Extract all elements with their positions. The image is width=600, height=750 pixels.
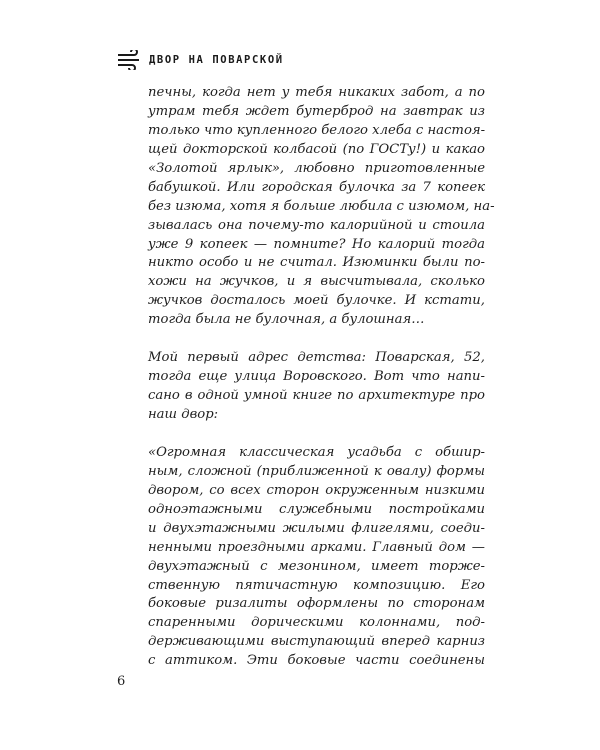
running-head [117,50,284,70]
page-number: 6 [117,674,126,689]
paragraph [148,349,485,425]
text-line: с аттиком. Эти боковые части соединены [148,653,485,669]
text-line: утрам тебя ждет бутерброд на завтрак из [148,103,485,119]
text-line: и двухэтажными жилыми флигелями, соеди- [148,520,485,536]
text-line: без изюма, хотя я больше любила с изюмом, на- [148,198,495,214]
text-line: хожи на жучков, и я высчитывала, сколько [148,274,485,290]
text-line: боковые ризалиты оформлены по сторонам [148,596,485,612]
paragraph-gap [148,425,485,444]
text-line: зывалась она почему-то калорийной и стоила [148,217,485,233]
text-line: двухэтажный с мезонином, имеет торже- [148,558,485,574]
text-line: одноэтажными служебными постройками [148,501,485,517]
paragraph [148,444,485,671]
text-line: ненными проездными арками. Главный дом — [148,539,485,555]
text-line: спаренными дорическими колоннами, под- [148,615,485,631]
text-line: тогда была не булочная, а булошная… [148,312,425,328]
text-line: сано в одной умной книге по архитектуре про [148,388,485,404]
text-line: «Огромная классическая усадьба с обшир- [148,444,485,460]
text-line: печны, когда нет у тебя никаких забот, а по [148,85,485,100]
text-line: никто особо и не считал. Изюминки были по- [148,255,485,271]
text-line: бабушкой. Или городская булочка за 7 копеек [148,179,485,195]
text-line: держивающими выступающий вперед карниз [148,634,485,650]
paragraph-gap [148,330,485,349]
text-line: тогда еще улица Воровского. Вот что напи- [148,369,485,385]
text-line: только что купленного белого хлеба с настоя- [148,122,486,138]
body-text [148,84,495,671]
text-line: ственную пятичастную композицию. Его [148,577,485,593]
wind-lines-icon [117,50,143,70]
text-line: двором, со всех сторон окруженным низкими [148,482,485,498]
text-line: наш двор: [148,407,219,422]
text-line: «Золотой ярлык», любовно приготовленные [148,160,485,176]
text-line: ным, сложной (приближенной к овалу) формы [148,463,485,479]
text-line: уже 9 копеек — помните? Но калорий тогда [148,236,485,252]
paragraph [148,84,495,330]
text-line: щей докторской колбасой (по ГОСТу!) и какао [148,141,485,157]
running-head-title: ДВОР НА ПОВАРСКОЙ [149,54,284,66]
text-line: Мой первый адрес детства: Поварская, 52, [148,350,485,366]
text-line: жучков досталось моей булочке. И кстати, [148,293,485,309]
